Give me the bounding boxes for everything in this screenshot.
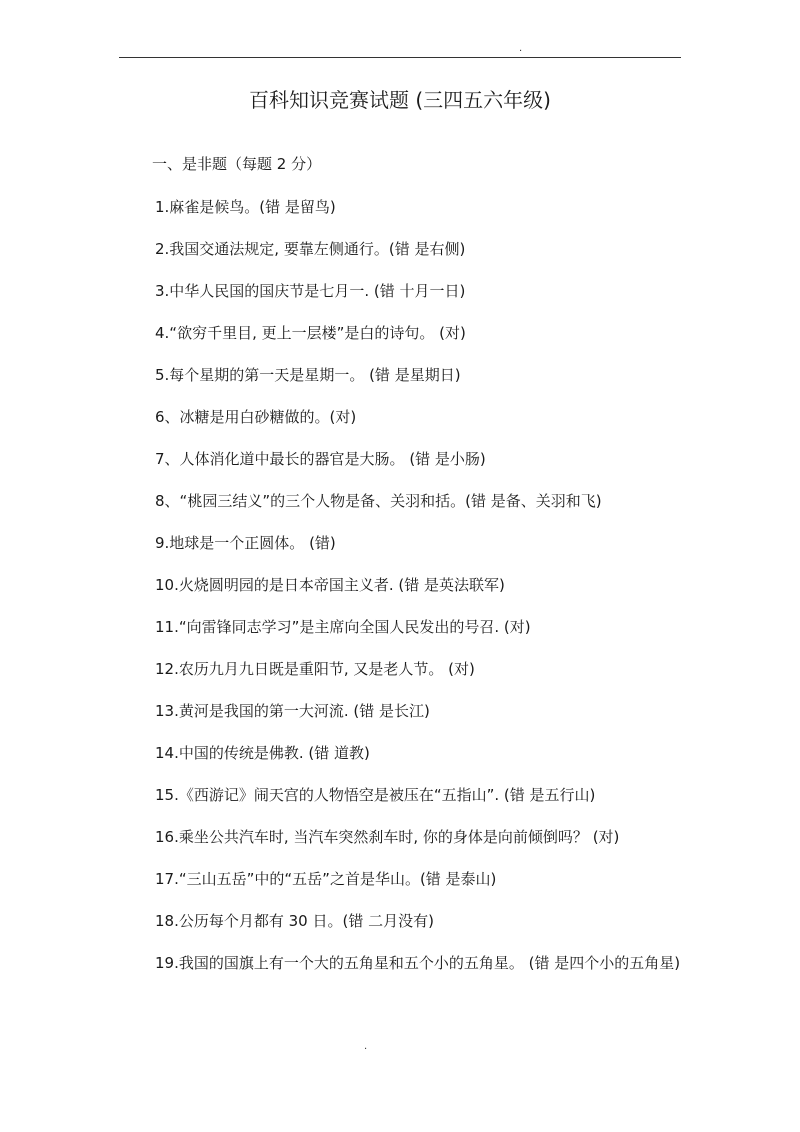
header-mark: . [519, 43, 523, 54]
question-item: 3.中华人民国的国庆节是七月一. (错 十月一日) [155, 282, 466, 300]
question-item: 10.火烧圆明园的是日本帝国主义者. (错 是英法联军) [155, 576, 505, 594]
question-item: 18.公历每个月都有 30 日。(错 二月没有) [155, 912, 434, 930]
page-title: 百科知识竞赛试题 (三四五六年级) [249, 88, 551, 112]
question-item: 14.中国的传统是佛教. (错 道教) [155, 744, 370, 762]
question-item: 2.我国交通法规定, 要靠左侧通行。(错 是右侧) [155, 240, 466, 258]
question-item: 12.农历九月九日既是重阳节, 又是老人节。 (对) [155, 660, 475, 678]
footer-mark: . [364, 1041, 368, 1052]
question-item: 16.乘坐公共汽车时, 当汽车突然刹车时, 你的身体是向前倾倒吗？ (对) [155, 828, 620, 846]
question-item: 17.“三山五岳”中的“五岳”之首是华山。(错 是泰山) [155, 870, 497, 888]
question-item: 15.《西游记》闹天宫的人物悟空是被压在“五指山”. (错 是五行山) [155, 786, 596, 804]
section-heading: 一、是非题（每题 2 分） [152, 155, 322, 173]
question-item: 8、“桃园三结义”的三个人物是备、关羽和括。(错 是备、关羽和飞) [155, 492, 602, 510]
question-item: 6、冰糖是用白砂糖做的。(对) [155, 408, 357, 426]
question-item: 13.黄河是我国的第一大河流. (错 是长江) [155, 702, 430, 720]
question-item: 9.地球是一个正圆体。 (错) [155, 534, 336, 552]
question-item: 11.“向雷锋同志学习”是主席向全国人民发出的号召. (对) [155, 618, 531, 636]
question-item: 4.“欲穷千里目, 更上一层楼”是白的诗句。 (对) [155, 324, 466, 342]
question-item: 7、人体消化道中最长的器官是大肠。 (错 是小肠) [155, 450, 486, 468]
question-item: 1.麻雀是候鸟。(错 是留鸟) [155, 198, 336, 216]
question-item: 19.我国的国旗上有一个大的五角星和五个小的五角星。 (错 是四个小的五角星) [155, 954, 681, 972]
header-rule [119, 57, 681, 58]
question-item: 5.每个星期的第一天是星期一。 (错 是星期日) [155, 366, 461, 384]
